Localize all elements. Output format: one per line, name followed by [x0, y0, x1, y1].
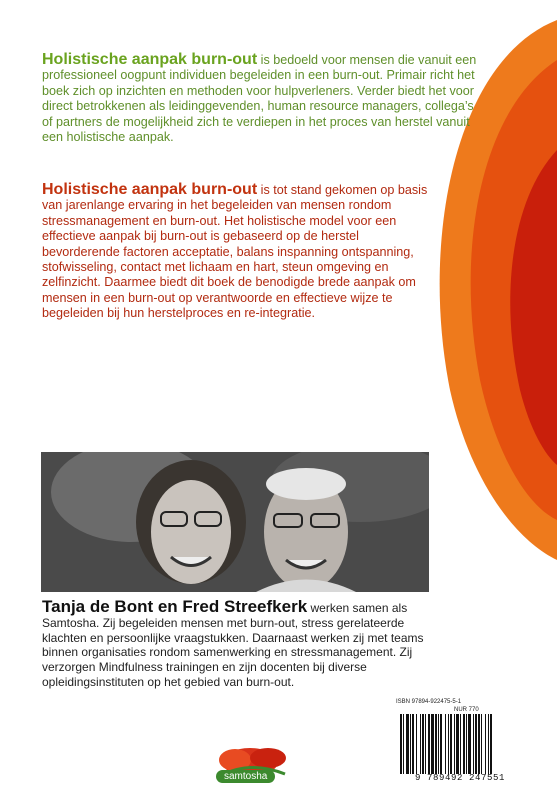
woman-face [151, 480, 231, 584]
isbn-block [396, 698, 526, 714]
authors-photo-illustration [41, 452, 429, 592]
man-hair [266, 468, 346, 500]
intro-green-text: is bedoeld voor mensen die vanuit een professioneel oogpunt individuen begeleiden in een burn-out. Primair richt het boek zich op inzichten en methoden voor hulpverleners. Verder biedt het voor direct betrokkenen als leidinggevenden, human resource managers, collega’s of partners de mogelijkheid zich te verdiepen in het proces van herstel vanuit een holistische aanpak. [42, 53, 477, 145]
authors-text: werken samen als Samtosha. Zij begeleiden mensen met burn-out, stress gerelateerde klachten en persoonlijke vraagstukken. Daarnaast werken zij met teams binnen organisaties rondom samenwerking en stressmanagement. Zij verzorgen Mindfulness trainingen en zijn docenten bij diverse opleidingsinstituten op het gebied van burn-out. [42, 601, 424, 689]
barcode-digits: 9 789492 247551 [414, 773, 505, 783]
nur-line: NUR 770 [454, 707, 479, 713]
intro-red-paragraph [42, 182, 432, 322]
intro-red-text: is tot stand gekomen op basis van jarenlange ervaring in het begeleiden van mensen rondom stressmanagement en burn-out. Het holistische model voor een effectieve aanpak bij burn-out is gebaseerd op de herstel bevorderende factoren acceptatie, balans inspanning ontspanning, stofwisseling, contact met lichaam en hart, steun omgeving en zelfinzicht. Daarmee biedt dit boek de benodigde brede aanpak om mensen in een burn-out op verantwoorde en effectieve wijze te begeleiden bij hun herstelproces en re-integratie. [42, 183, 428, 321]
intro-green-paragraph [42, 52, 482, 145]
intro-red-heading: Holistische aanpak burn-out [42, 181, 258, 198]
isbn-line: ISBN 97894-922475-5-1 [396, 699, 462, 705]
intro-green-heading: Holistische aanpak burn-out [42, 51, 258, 68]
samtosha-logo-text: samtosha [216, 770, 275, 783]
authors-names: Tanja de Bont en Fred Streefkerk [42, 597, 308, 616]
authors-paragraph [42, 597, 432, 690]
authors-photo [41, 452, 429, 592]
barcode [398, 714, 523, 774]
